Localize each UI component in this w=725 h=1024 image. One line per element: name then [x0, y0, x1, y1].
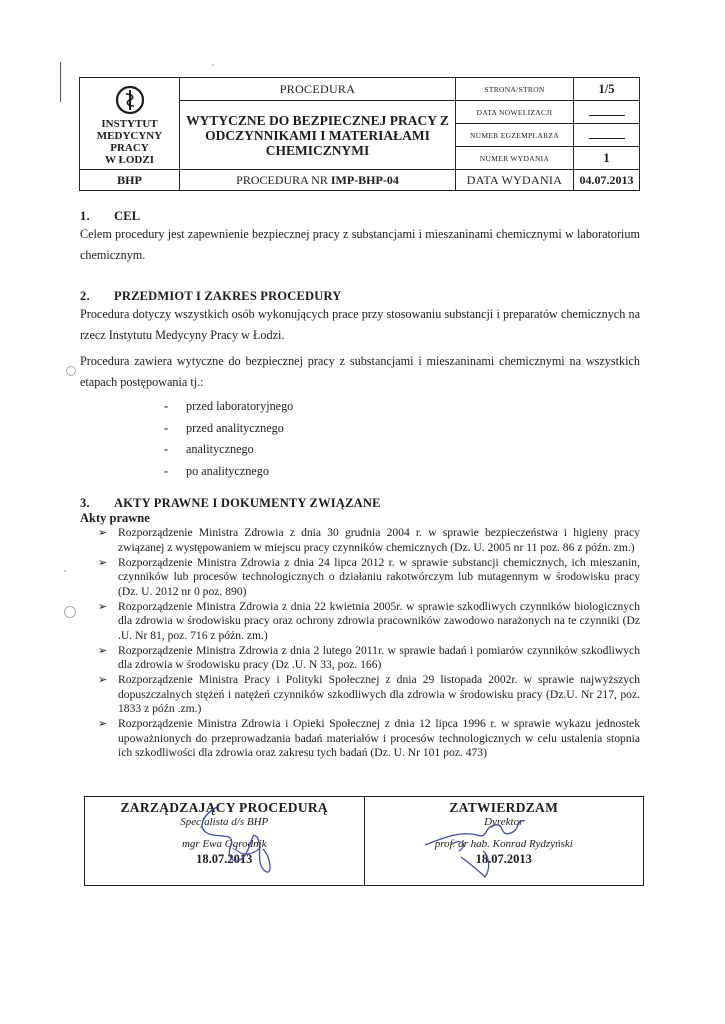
- signatory-name: prof. dr hab. Konrad Rydzyński: [434, 838, 573, 850]
- act-text: Rozporządzenie Ministra Pracy i Polityki Społecznej z dnia 29 listopada 2002r. w sprawie najwyższych dopuszczalnych stężeń i natężeń czynników szkodliwych dla zdrowia w środowisku pracy (Dz.U. Nr 217, poz. 1833 z późn .zm.): [118, 673, 640, 715]
- section-text: Celem procedury jest zapewnienie bezpiecznej pracy z substancjami i mieszaninami chemicznymi w laboratorium chemicznym.: [80, 227, 640, 262]
- list-item: - analitycznego: [164, 439, 640, 461]
- list-item: [98, 556, 640, 600]
- list-item: [98, 673, 640, 717]
- procedure-label: PROCEDURA: [180, 78, 456, 101]
- update-date-value: [574, 101, 640, 124]
- handwritten-signature: [85, 797, 365, 885]
- signature-left-cell: [85, 797, 365, 886]
- procedure-number-cell: [180, 170, 456, 191]
- subsection-heading: Akty prawne: [80, 511, 150, 525]
- procedure-number-prefix: PROCEDURA NR: [236, 172, 328, 187]
- page-label: STRONA/STRON: [456, 78, 574, 101]
- issue-date-label: DATA WYDANIA: [456, 170, 574, 191]
- act-text: Rozporządzenie Ministra Zdrowia i Opieki Społecznej z dnia 12 lipca 1996 r. w sprawie wykazu jednostek upoważnionych do przeprowadzania badań materiałów i procesów technologicznych w celu ustalenia stopnia ich szkodliwości dla zdrowia oraz zakresu tych badań (Dz. U. Nr 101 poz. 473): [118, 717, 640, 759]
- hole-punch-mark: [64, 606, 76, 618]
- issue-date-value: 04.07.2013: [574, 170, 640, 191]
- signature-heading: ZARZĄDZAJĄCY PROCEDURĄ: [120, 800, 328, 815]
- section-title: PRZEDMIOT I ZAKRES PROCEDURY: [114, 289, 342, 303]
- signature-table: [84, 796, 644, 886]
- procedure-number: IMP-BHP-04: [330, 172, 399, 187]
- section-text: Procedura dotyczy wszystkich osób wykonujących prace przy stosowaniu substancji i preparatów chemicznych na rzecz Instytutu Medycyny Pracy w Łodzi.: [80, 307, 640, 342]
- arrow-bullet-icon: ➢: [98, 556, 108, 569]
- scan-speck: [212, 64, 214, 66]
- list-item: [98, 526, 640, 555]
- act-text: Rozporządzenie Ministra Zdrowia z dnia 22 kwietnia 2005r. w sprawie szkodliwych czynników biologicznych dla zdrowia w środowisku pracy oraz ochrony zdrowia pracowników zawodowo narażonych na te czynniki (Dz .U. Nr 81, poz. 716 z późn. zm.): [118, 599, 640, 642]
- arrow-bullet-icon: ➢: [98, 600, 108, 613]
- document-body: [80, 206, 640, 761]
- list-item: [98, 717, 640, 761]
- section-heading: [80, 496, 640, 511]
- procedure-title-line: WYTYCZNE DO BEZPIECZNEJ PRACY Z: [186, 112, 449, 128]
- scan-speck: [64, 570, 66, 572]
- copy-number-value: [574, 124, 640, 147]
- signature-heading: ZATWIERDZAM: [449, 800, 559, 815]
- update-date-label: DATA NOWELIZACJI: [456, 101, 574, 124]
- signature-right-cell: [364, 797, 644, 886]
- arrow-bullet-icon: ➢: [98, 644, 108, 657]
- signature-date: 18.07.2013: [475, 852, 532, 866]
- margin-mark: [60, 62, 61, 102]
- list-item: - przed analitycznego: [164, 418, 640, 440]
- institute-cell: [80, 78, 180, 170]
- section-text: Procedura zawiera wytyczne do bezpiecznej pracy z substancjami i mieszaninami chemicznymi na wszystkich etapach postępowania tj.:: [80, 354, 640, 389]
- handwritten-signature: [365, 797, 645, 885]
- signatory-role: Specjalista d/s BHP: [180, 816, 269, 828]
- arrow-bullet-icon: ➢: [98, 527, 108, 539]
- stages-list: [164, 396, 640, 482]
- arrow-bullet-icon: ➢: [98, 674, 108, 686]
- section-title: AKTY PRAWNE I DOKUMENTY ZWIĄZANE: [114, 496, 381, 510]
- signatory-role: Dyrektor: [484, 816, 524, 828]
- list-item: - po analitycznego: [164, 461, 640, 483]
- issue-number-value: 1: [574, 147, 640, 170]
- document-header-table: [79, 77, 640, 191]
- arrow-bullet-icon: ➢: [98, 718, 108, 730]
- section-number: 3.: [80, 496, 90, 510]
- signature-date: 18.07.2013: [196, 852, 253, 866]
- procedure-title-line: CHEMICZNYMI: [265, 142, 370, 158]
- institute-name-line: W ŁODZI: [104, 154, 154, 166]
- institute-logo-icon: [115, 85, 145, 115]
- signatory-name: mgr Ewa Ogrodnik: [181, 838, 267, 850]
- institute-name-line: MEDYCYNY PRACY: [96, 130, 163, 154]
- department-cell: BHP: [80, 170, 180, 191]
- copy-number-label: NUMER EGZEMPLARZA: [456, 124, 574, 147]
- hole-punch-mark: [66, 366, 76, 376]
- page-value: 1/5: [574, 78, 640, 101]
- institute-name-line: INSTYTUT: [101, 118, 158, 130]
- section-number: 2.: [80, 289, 90, 303]
- section-title: CEL: [114, 209, 141, 223]
- procedure-title: [180, 101, 456, 170]
- act-text: Rozporządzenie Ministra Zdrowia z dnia 24 lipca 2012 r. w sprawie substancji chemicznych, ich mieszanin, czynników lub procesów technologicznych o działaniu rakotwórczym lub mutagennym w środowisku pracy (Dz. U. 2012 nr 0 poz. 890): [118, 555, 640, 598]
- procedure-title-line: ODCZYNNIKAMI I MATERIAŁAMI: [205, 127, 430, 143]
- issue-number-label: NUMER WYDANIA: [456, 147, 574, 170]
- list-item: [98, 644, 640, 673]
- act-text: Rozporządzenie Ministra Zdrowia z dnia 30 grudnia 2004 r. w sprawie bezpieczeństwa i higieny pracy związanej z występowaniem w miejscu pracy czynników chemicznych (Dz. U. 2005 nr 11 poz. 86 z późn. zm.): [118, 526, 640, 554]
- section-number: 1.: [80, 209, 90, 223]
- list-item: [98, 600, 640, 644]
- act-text: Rozporządzenie Ministra Zdrowia z dnia 2 lutego 2011r. w sprawie badań i pomiarów czynników szkodliwych dla zdrowia w środowisku pracy (Dz .U. N 33, poz. 166): [118, 643, 640, 671]
- list-item: - przed laboratoryjnego: [164, 396, 640, 418]
- legal-acts-list: [98, 526, 640, 761]
